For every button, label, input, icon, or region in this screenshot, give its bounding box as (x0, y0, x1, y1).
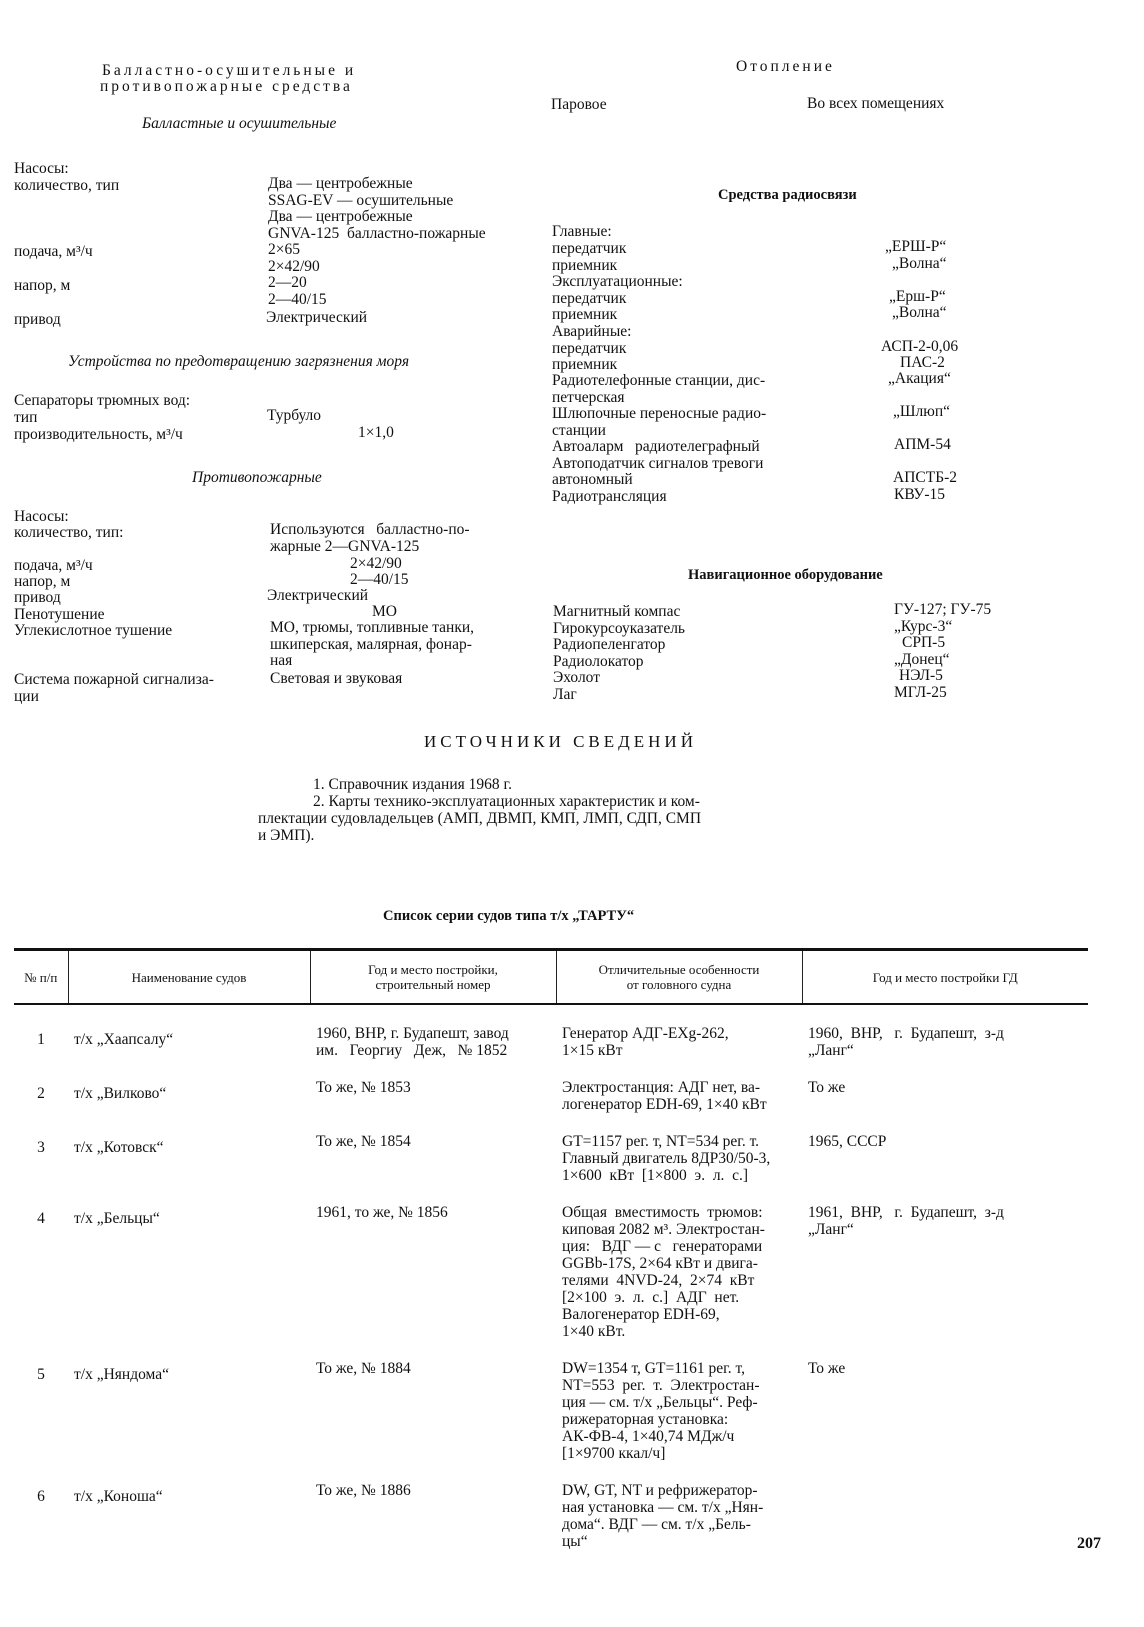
fire-value: МО, трюмы, топливные танки, шкиперская, малярная, фонар- ная (270, 619, 475, 669)
ship-built: 1961, то же, № 1856 (316, 1204, 448, 1221)
fire-label: напор, м (14, 573, 71, 590)
ship-built: То же, № 1884 (316, 1360, 411, 1377)
table-row (14, 1025, 1088, 1059)
fire-label: Пенотушение (14, 606, 105, 623)
radio-label: Радиотелефонные станции, дис- (552, 372, 766, 389)
radio-value: „ЕРШ-Р“ (885, 238, 947, 255)
col-header-number: № п/п (24, 969, 58, 985)
heading-ballast-2: противопожарные средства (100, 78, 353, 95)
ship-features: DW, GT, NT и рефрижератор- ная установка — см. т/х „Нян- дома“. ВДГ — см. т/х „Бель- цы“ (562, 1482, 764, 1550)
ship-engine (802, 1482, 1088, 1550)
radio-value: КВУ-15 (894, 486, 946, 503)
ballast-value: 2—20 2—40/15 (268, 274, 327, 308)
ballast-label: привод (14, 311, 61, 328)
fire-label: привод (14, 589, 61, 606)
radio-label: станции (552, 422, 606, 439)
fire-value: Используются балластно-по- жарные 2—GNVA-125 (270, 521, 470, 555)
col-header-engine: Год и место постройки ГД (802, 950, 1088, 1005)
heading-ballast-1: Балластно-осушительные и (102, 62, 357, 79)
heating-label: Паровое (551, 96, 607, 113)
ship-name: т/х „Котовск“ (74, 1139, 164, 1156)
pollution-value: Турбуло (267, 407, 322, 424)
row-number: 6 (37, 1488, 45, 1505)
ballast-value: 2×65 2×42/90 (268, 241, 320, 275)
pollution-label: производительность, м³/ч (14, 426, 183, 443)
radio-label: приемник (552, 356, 618, 373)
row-number: 3 (37, 1139, 45, 1156)
subheading-pollution: Устройства по предотвращению загрязнения моря (68, 353, 410, 370)
fire-label: подача, м³/ч (14, 557, 93, 574)
table-row (14, 1360, 1088, 1462)
ship-features: Общая вместимость трюмов: киповая 2082 м³. Электростан- ция: ВДГ — с генераторами GGBb-17S, 2×64 кВт и двига- телями 4NVD-24, 2×74 кВт [2×100 э. л. с.] АДГ нет. Валогенератор EDH-69, 1×40 кВт. (562, 1204, 765, 1340)
subheading-fire: Противопожарные (192, 469, 322, 486)
ship-built: То же, № 1886 (316, 1482, 411, 1499)
table-row (14, 1133, 1088, 1184)
ship-features: DW=1354 т, GT=1161 рег. т, NT=553 рег. т. Электростан- ция — см. т/х „Бельцы“. Реф- рижераторная установка: АК-ФВ-4, 1×40,74 МДж/ч [1×9700 ккал/ч] (562, 1360, 760, 1462)
row-number: 4 (37, 1210, 45, 1227)
series-table (14, 948, 1088, 1550)
source-line: и ЭМП). (258, 827, 315, 844)
radio-label: Радиотрансляция (552, 488, 667, 505)
ballast-value: Два — центробежные SSAG-EV — осушительные Два — центробежные GNVA-125 балластно-пожарные (268, 175, 486, 242)
fire-value: МО (372, 603, 397, 620)
source-line: 2. Карты технико-эксплуатационных характеристик и ком- (313, 793, 700, 810)
pollution-label: Сепараторы трюмных вод: (14, 392, 191, 409)
radio-label: петчерская (552, 389, 625, 406)
nav-label: Лаг (553, 686, 577, 703)
source-line: плектации судовладельцев (АМП, ДВМП, КМП, ЛМП, СДП, СМП (258, 810, 702, 827)
table-row (14, 1482, 1088, 1550)
ship-engine: 1961, ВНР, г. Будапешт, з-д „Ланг“ (808, 1204, 1004, 1238)
ballast-label: количество, тип (14, 177, 120, 194)
table-row (14, 1079, 1088, 1113)
ship-features: Генератор АДГ-EXg-262, 1×15 кВт (562, 1025, 729, 1059)
page-number: 207 (1077, 1535, 1101, 1552)
ship-name: т/х „Няндома“ (74, 1366, 170, 1383)
radio-label: передатчик (552, 290, 627, 307)
nav-label: Радиолокатор (553, 653, 644, 670)
radio-label: Эксплуатационные: (552, 273, 683, 290)
ship-built: То же, № 1853 (316, 1079, 411, 1096)
radio-label: автономный (552, 471, 633, 488)
radio-label: Автоаларм радиотелеграфный (552, 438, 760, 455)
fire-value: 2×42/90 (350, 555, 402, 572)
radio-value: „Ерш-Р“ (889, 288, 946, 305)
fire-value: 2—40/15 (350, 571, 409, 588)
nav-value: НЭЛ-5 (899, 667, 943, 684)
radio-label: приемник (552, 257, 618, 274)
radio-value: АПМ-54 (894, 436, 951, 453)
ship-name: т/х „Хаапсалу“ (74, 1031, 174, 1048)
table-header-row (14, 950, 1088, 1005)
radio-label: Шлюпочные переносные радио- (552, 405, 767, 422)
nav-value: „Донец“ (894, 651, 950, 668)
radio-value: „Волна“ (892, 255, 947, 272)
ship-engine: 1965, СССР (808, 1133, 887, 1150)
nav-label: Радиопеленгатор (553, 636, 666, 653)
radio-label: Автоподатчик сигналов тревоги (552, 455, 764, 472)
ship-features: Электростанция: АДГ нет, ва- логенератор EDH-69, 1×40 кВт (562, 1079, 767, 1113)
radio-value: „Акация“ (888, 370, 951, 387)
subheading-ballast: Балластные и осушительные (142, 115, 337, 132)
heading-sources: ИСТОЧНИКИ СВЕДЕНИЙ (424, 732, 697, 751)
heading-radio: Средства радиосвязи (718, 187, 857, 203)
ship-name: т/х „Бельцы“ (74, 1210, 160, 1227)
ballast-value: Электрический (266, 309, 368, 326)
radio-label: передатчик (552, 240, 627, 257)
fire-value: Электрический (267, 587, 369, 604)
fire-value: Световая и звуковая (270, 670, 403, 687)
radio-label: передатчик (552, 340, 627, 357)
series-title: Список серии судов типа т/х „ТАРТУ“ (383, 908, 635, 924)
heading-heating: Отопление (736, 58, 835, 75)
source-line: 1. Справочник издания 1968 г. (313, 776, 512, 793)
ship-name: т/х „Вилково“ (74, 1085, 167, 1102)
fire-label: Система пожарной сигнализа- ции (14, 671, 214, 705)
col-header-features: Отличительные особенности от головного судна (556, 950, 802, 1005)
ship-features: GT=1157 рег. т, NT=534 рег. т. Главный двигатель 8ДР30/50-3, 1×600 кВт [1×800 э. л. с.] (562, 1133, 771, 1184)
row-number: 1 (37, 1031, 45, 1048)
heading-nav: Навигационное оборудование (688, 567, 883, 583)
ballast-label: Насосы: (14, 160, 69, 177)
ballast-label: подача, м³/ч (14, 243, 93, 260)
pollution-value: 1×1,0 (358, 424, 394, 441)
ship-engine: То же (808, 1079, 846, 1096)
radio-value: ПАС-2 (900, 354, 945, 371)
nav-value: МГЛ-25 (894, 684, 947, 701)
heating-value: Во всех помещениях (807, 95, 945, 112)
nav-value: „Курс-3“ (894, 618, 953, 635)
nav-label: Гирокурсоуказатель (553, 620, 685, 637)
col-header-built: Год и место постройки, строительный номер (310, 950, 556, 1005)
col-header-name: Наименование судов (68, 950, 310, 1005)
ship-engine: 1960, ВНР, г. Будапешт, з-д „Ланг“ (808, 1025, 1004, 1059)
ship-engine: То же (808, 1360, 846, 1377)
fire-label: Углекислотное тушение (14, 622, 173, 639)
nav-label: Эхолот (553, 669, 600, 686)
radio-value: „Волна“ (892, 304, 947, 321)
ship-built: 1960, ВНР, г. Будапешт, завод им. Георгиу Деж, № 1852 (316, 1025, 509, 1059)
fire-label: количество, тип: (14, 524, 124, 541)
ship-name: т/х „Коноша“ (74, 1488, 163, 1505)
fire-label: Насосы: (14, 508, 69, 525)
ballast-label: напор, м (14, 277, 71, 294)
nav-value: СРП-5 (902, 634, 946, 651)
table-row (14, 1204, 1088, 1340)
nav-label: Магнитный компас (553, 603, 681, 620)
row-number: 5 (37, 1366, 45, 1383)
radio-label: Аварийные: (552, 323, 632, 340)
radio-value: „Шлюп“ (893, 403, 951, 420)
nav-value: ГУ-127; ГУ-75 (894, 601, 992, 618)
row-number: 2 (37, 1085, 45, 1102)
ship-built: То же, № 1854 (316, 1133, 411, 1150)
radio-value: АСП-2-0,06 (881, 338, 959, 355)
radio-label: Главные: (552, 223, 612, 240)
radio-value: АПСТБ-2 (893, 469, 958, 486)
pollution-label: тип (14, 409, 38, 426)
radio-label: приемник (552, 306, 618, 323)
